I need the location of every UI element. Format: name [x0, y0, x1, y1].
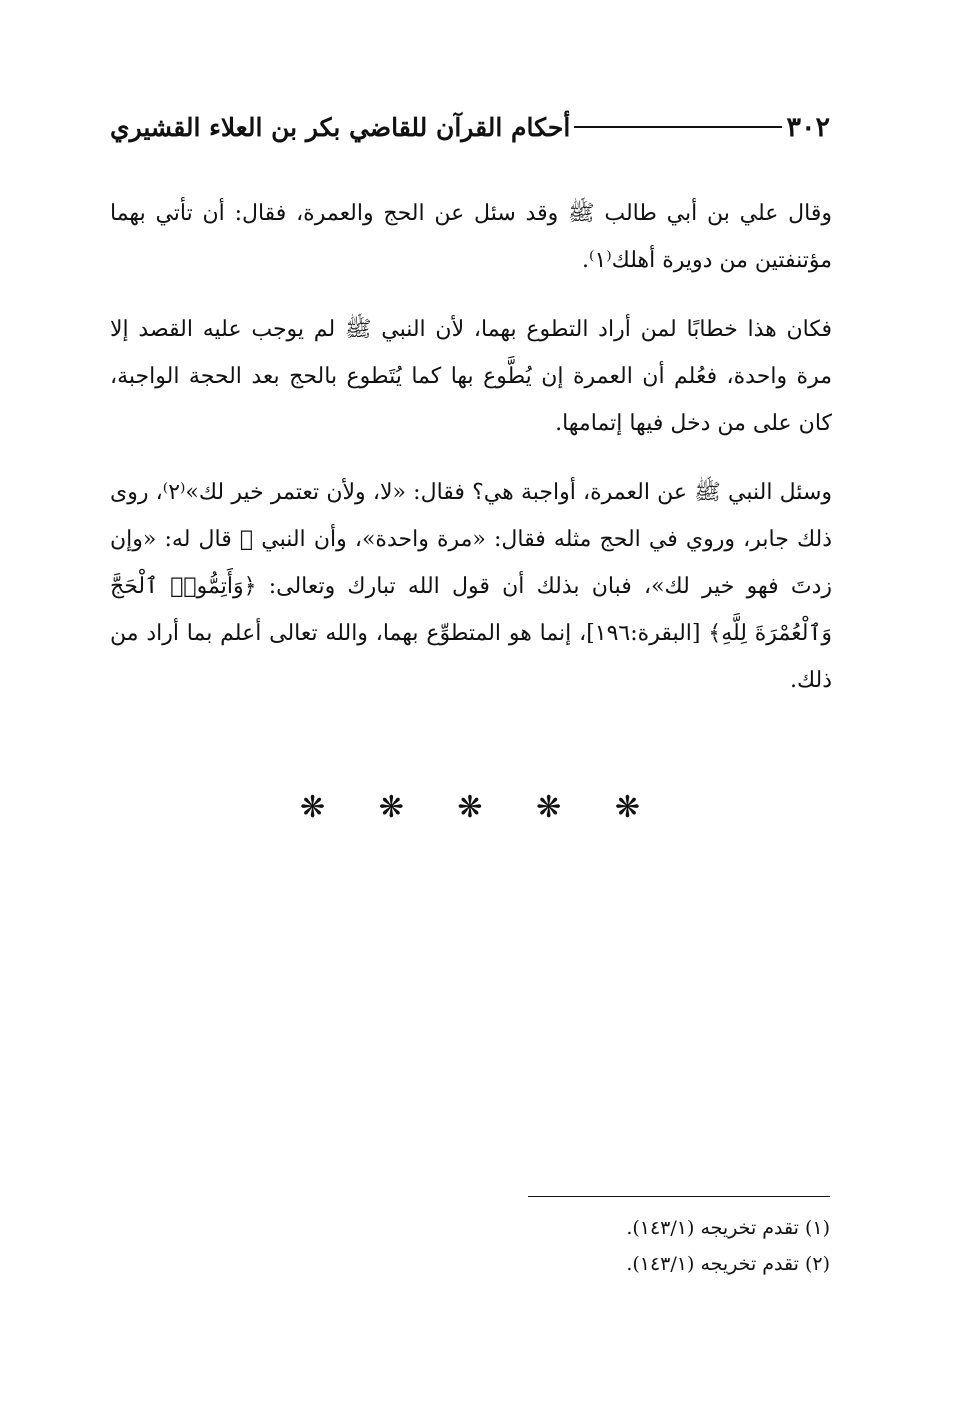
footnote-rule	[528, 1196, 830, 1197]
asterism-icon: ❋	[614, 790, 640, 825]
paragraph-3: وسئل النبي ﷺ عن العمرة، أواجبة هي؟ فقال: «لا، ولأن تعتمر خير لك»⁽٢⁾، روى ذلك جابر، وروي في الحج مثله فقال: «مرة واحدة»، وأن النبي ﷺ قال له: «وإن زدتَ فهو خير لك»، فبان بذلك أن قول الله تبارك وتعالى: ﴿وَأَتِمُّوا۟ ٱلْحَجَّ وَٱلْعُمْرَةَ لِلَّهِ﴾ [البقرة:١٩٦]، إنما هو المتطوِّع بهما، والله تعالى أعلم بما أراد من ذلك.	[110, 480, 833, 693]
asterism-icon: ❋	[536, 790, 562, 825]
page-number: ٣٠٢	[786, 111, 830, 143]
footnote-2: (٢) تقدم تخريجه (١٤٣/١).	[626, 1253, 830, 1275]
footnotes	[500, 1210, 830, 1282]
paragraph-1: وقال علي بن أبي طالب ﷺ وقد سئل عن الحج والعمرة، فقال: أن تأتي بهما مؤتنفتين من دويرة أهلك⁽١⁾.	[110, 201, 832, 273]
asterism-icon: ❋	[300, 790, 326, 825]
asterism-icon: ❋	[378, 790, 404, 825]
book-title: أحكام القرآن للقاضي بكر بن العلاء القشيري	[110, 112, 571, 142]
main-text	[110, 190, 832, 726]
section-separator	[300, 790, 640, 825]
paragraph-2: فكان هذا خطابًا لمن أراد التطوع بهما، لأن النبي ﷺ لم يوجب عليه القصد إلا مرة واحدة، فعُلم أن العمرة إن يُطَّوع بها كما يُتَطوع بالحج بعد الحجة الواجبة، كان على من دخل فيها إتمامها.	[110, 317, 832, 436]
asterism-icon: ❋	[457, 790, 483, 825]
header-rule	[574, 126, 782, 128]
running-header	[110, 104, 830, 150]
footnote-1: (١) تقدم تخريجه (١٤٣/١).	[626, 1217, 830, 1239]
